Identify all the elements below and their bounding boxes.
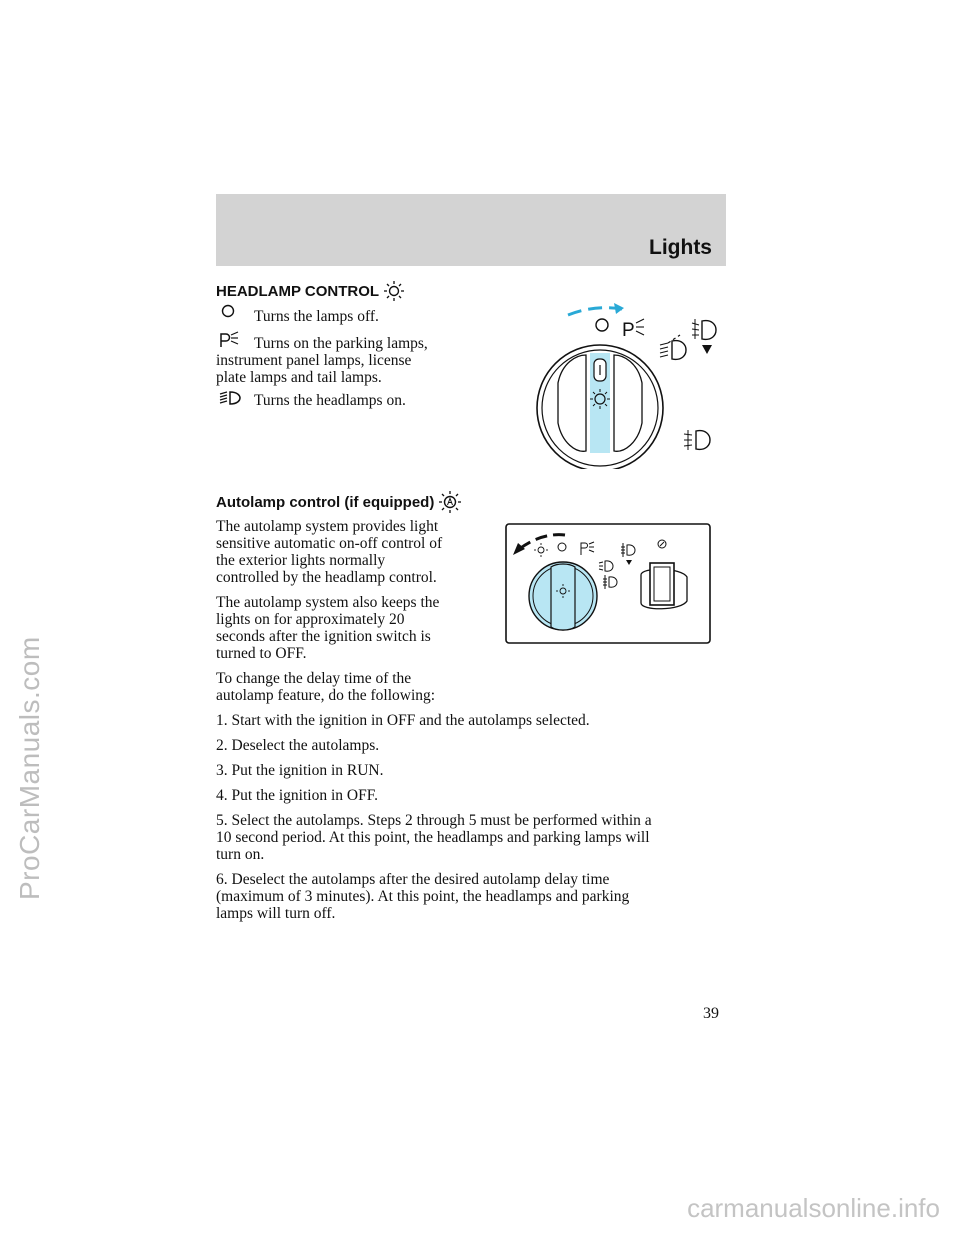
item-parking-line-2: instrument panel lamps, license xyxy=(216,352,412,369)
step-2: 2. Deselect the autolamps. xyxy=(216,737,380,754)
headlamp-sun-icon xyxy=(383,280,405,302)
autolamp-para2-line3: seconds after the ignition switch is xyxy=(216,628,431,645)
section-title: Lights xyxy=(649,236,712,259)
headlamp-knob-figure xyxy=(536,303,732,469)
step-6-line3: lamps will turn off. xyxy=(216,905,336,922)
item-parking-line-3: plate lamps and tail lamps. xyxy=(216,369,382,386)
section-header xyxy=(216,194,726,266)
step-1: 1. Start with the ignition in OFF and the autolamps selected. xyxy=(216,712,590,729)
side-watermark: ProCarManuals.com xyxy=(14,636,45,900)
autolamp-para3-line1: To change the delay time of the xyxy=(216,670,412,687)
page-number: 39 xyxy=(703,1005,719,1022)
item-parking-first-line: Turns on the parking lamps, xyxy=(254,335,428,352)
knob-foglamp-lower-marker xyxy=(684,430,710,450)
headlamp-control-heading xyxy=(216,280,405,302)
autolamp-para2-line4: turned to OFF. xyxy=(216,645,307,662)
parking-lamp-icon xyxy=(218,331,240,349)
autolamp-para1-line3: the exterior lights normally xyxy=(216,552,386,569)
knob-headlamp-marker xyxy=(660,341,686,360)
headlamp-beam-icon xyxy=(218,389,242,407)
autolamp-heading xyxy=(216,490,462,514)
autolamp-para1-line2: sensitive automatic on-off control of xyxy=(216,535,443,552)
knob-parking-letter: P xyxy=(622,320,635,341)
autolamp-para3-line2: autolamp feature, do the following: xyxy=(216,687,436,704)
headlamp-heading-text: HEADLAMP CONTROL xyxy=(216,282,380,300)
step-6-line2: (maximum of 3 minutes). At this point, the headlamps and parking xyxy=(216,888,630,905)
step-3: 3. Put the ignition in RUN. xyxy=(216,762,384,779)
item-off-text: Turns the lamps off. xyxy=(254,308,379,325)
step-4: 4. Put the ignition in OFF. xyxy=(216,787,378,804)
knob-off-marker xyxy=(596,319,608,331)
knob-foglamp-marker xyxy=(692,319,716,354)
autolamp-heading-text: Autolamp control (if equipped) xyxy=(216,493,435,511)
rotation-arrow xyxy=(568,308,622,315)
bottom-watermark: carmanualsonline.info xyxy=(687,1193,940,1223)
step-5-line2: 10 second period. At this point, the headlamps and parking lamps will xyxy=(216,829,650,846)
step-5-line3: turn on. xyxy=(216,846,265,863)
autolamp-para2-line1: The autolamp system also keeps the xyxy=(216,594,440,611)
item-headlamps-text: Turns the headlamps on. xyxy=(254,392,406,409)
step-6-line1: 6. Deselect the autolamps after the desired autolamp delay time xyxy=(216,871,610,888)
step-5-line1: 5. Select the autolamps. Steps 2 through 5 must be performed within a xyxy=(216,812,652,829)
autolamp-panel-figure xyxy=(505,523,711,644)
lamp-off-circle-icon xyxy=(221,304,235,318)
autolamp-para1-line4: controlled by the headlamp control. xyxy=(216,569,437,586)
autolamp-para2-line2: lights on for approximately 20 xyxy=(216,611,405,628)
autolamp-sun-icon xyxy=(438,490,462,514)
autolamp-para1-line1: The autolamp system provides light xyxy=(216,518,439,535)
